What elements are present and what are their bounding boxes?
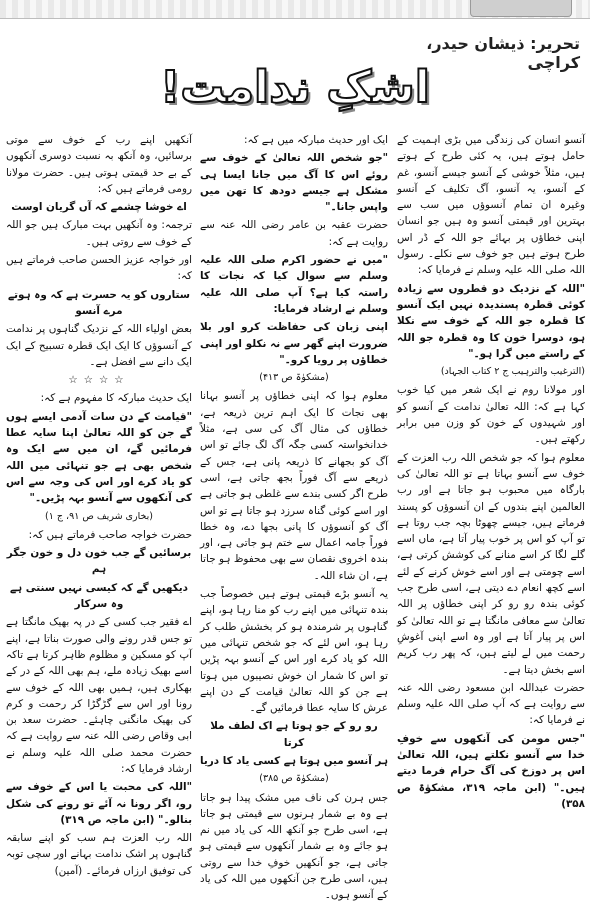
paragraph: اور خواجہ عزیز الحسن صاحب فرماتے ہیں کہ: [6, 254, 192, 283]
column-right [397, 132, 586, 810]
hadith-quote: اپنی زبان کی حفاظت کرو اور بلا ضرورت اپنے گھر سے نہ نکلو اور اپنی خطاؤں پر رویا کرو۔" [200, 321, 388, 366]
hadith-quote: "جس مومن کی آنکھوں سے خوفِ خدا سے آنسو نکلتے ہیں، اللہ تعالیٰ اس پر دوزخ کی آگ حرام فرما دیتے ہیں۔" (ابن ماجہ ۳۱۹، مشکوٰۃ ص ۳۵۸) [397, 732, 586, 810]
verse-line: اے خوشا چشمے کہ آں گریان اوست [11, 201, 187, 214]
hadith-quote: "اللہ کے نزدیک دو قطروں سے زیادہ کوئی قطرہ پسندیدہ نہیں ایک آنسو کا قطرہ جو اللہ کے خوف سے نکلا ہو، دوسرا خون کا وہ قطرہ جو اللہ کے راستے میں گرا ہو۔" [397, 282, 585, 360]
hadith-quote: "میں نے حضور اکرم صلی اللہ علیہ وسلم سے سوال کیا کہ نجات کا راستہ کیا ہے؟ آپ صلی اللہ علیہ وسلم نے ارشاد فرمایا: [200, 254, 388, 315]
paragraph: اللہ رب العزت ہم سب کو اپنے سابقہ گناہوں پر اشک ندامت بہانے اور سچی توبہ کی توفیق ارزاں فرمائے۔ (آمین) [6, 832, 192, 877]
paragraph: ایک اور حدیث مبارکہ میں ہے کہ: [243, 134, 388, 146]
paragraph: ترجمہ: وہ آنکھیں بہت مبارک ہیں جو اللہ کے خوف سے روتی ہیں۔ [6, 219, 192, 248]
reference: (مشکوٰۃ ص ۳۸۵) [259, 773, 329, 785]
reference: (مشکوٰۃ ص ۴۱۳) [259, 372, 329, 384]
hadith-quote: "قیامت کے دن سات آدمی ایسے ہوں گے جن کو اللہ تعالیٰ اپنا سایہ عطا فرمائیں گے، ان میں سے ایک وہ شخص بھی ہے جو تنہائی میں اللہ کو یاد کرے اور اس کی وجہ سے اس کی آنکھوں سے آنسو بہہ پڑیں۔" [6, 410, 192, 505]
paragraph: حضرت خواجہ صاحب فرماتے ہیں کہ: [28, 528, 192, 541]
verse-line: ستاروں کو یہ حسرت ہے کہ وہ ہوتے مرے آنسو [8, 288, 190, 317]
verse-line: دیکھیں گے کہ کیسی نہیں سنتی ہے وہ سرکار [9, 581, 189, 611]
column-middle [200, 132, 388, 902]
verse-line: برسائیں گے جب خون دل و خون جگر ہم [6, 547, 192, 576]
paragraph: ایک حدیث مبارکہ کا مفہوم ہے کہ: [40, 392, 192, 405]
paragraph: بعض اولیاء اللہ کے نزدیک گناہوں پر ندامت کے آنسوؤں کا ایک ایک قطرہ تسبیح کے ایک ایک دانے سے افضل ہے۔ [6, 323, 192, 368]
paragraph: آنکھیں اپنے رب کے خوف سے موتی برسائیں، وہ آنکھ بہ نسبت دوسری آنکھوں کے بے حد قیمتی ہوتی ہیں۔ حضرت مولانا رومی فرماتے ہیں کہ: [6, 134, 192, 195]
header-badge [470, 0, 572, 17]
hadith-quote: "جو شخص اللہ تعالیٰ کے خوف سے روئے اس کا آگ میں جانا ایسا ہی مشکل ہے جیسے دودھ کا تھن میں واپس جانا۔" [200, 152, 388, 214]
paragraph: معلوم ہوا کہ جو شخص اللہ رب العزت کے خوف سے آنسو بہاتا ہے تو اللہ تعالیٰ کی بارگاہ میں محبوب ہو جاتا ہے اور رب العالمین اپنے بندوں کے ان آنسوؤں کو پسند فرماتے ہیں، جیسے چھوٹا بچہ جب روتا ہے تو آپ کو اس پر خوب پیار آتا ہے، ماں اسے گلے لگا کر اسے منانے کی کوشش کرتی ہے، اسے چومتی ہے اور اسے خوش کرنے کے لئے اسے کچھ انعام دے دیتی ہے، اسی طرح جب کوئی بندہ رو رو کر اپنی خطاؤں پر اللہ تعالیٰ سے معافی مانگتا ہے تو اللہ تعالیٰ کو اس پر پیار آتا ہے اور وہ اسے اپنی آغوشِ رحمت میں لے لیتے ہیں، کہ پھر رب کریم اسے بخش دیتا ہے۔ [397, 451, 585, 676]
paragraph: حضرت عبداللہ ابن مسعود رضی اللہ عنہ سے روایت ہے کہ آپ صلی اللہ علیہ وسلم نے فرمایا کہ: [397, 681, 585, 727]
paragraph: یہ آنسو بڑے قیمتی ہوتے ہیں خصوصاً جب بندہ تنہائی میں اپنے رب کو منا رہا ہو، اپنے گناہوں پر شرمندہ ہو کر بخشش طلب کر رہا ہو، اس لئے کہ جو شخص تنہائی میں اللہ کو یاد کرے اور اس کے آنسو بہہ پڑیں تو اس کا شمار ان خوش نصیبوں میں ہوتا ہے جن کو اللہ تعالیٰ قیامت کے دن اپنے عرش کا سایہ عطا فرمائیں گے۔ [200, 588, 388, 715]
separator: ☆☆☆☆ [68, 374, 130, 387]
paragraph: اور مولانا روم نے ایک شعر میں کیا خوب کہا ہے کہ: اللہ تعالیٰ ندامت کے آنسو کو اور شہیدوں کے خون کو وزن میں برابر رکھتے ہیں۔ [397, 384, 585, 446]
paragraph: جس ہرن کی ناف میں مشک پیدا ہو جاتا ہے وہ بے شمار ہرنوں سے قیمتی ہو جاتا ہے، اسی طرح جو آنکھ اللہ کی یاد میں نم ہو جائے وہ بے شمار آنکھوں سے قیمتی ہو جاتی ہے، جو آنکھیں خوفِ خدا سے روتی ہیں، اسی طرح جن آنکھوں میں اللہ کی یاد کے آنسو ہوں۔ [200, 791, 388, 902]
column-left [6, 132, 192, 877]
verse-line: ہر آنسو میں ہوتا ہے کسی یاد کا دریا [200, 754, 388, 767]
hadith-quote: "اللہ کی محبت یا اس کے خوف سے رو، اگر رونا نہ آئے تو رونے کی شکل بنالو۔" (ابن ماجہ ص ۳۱۹) [6, 781, 192, 826]
reference: (الترغیب والترہیب ج ۲ کتاب الجہاد) [440, 366, 585, 378]
paragraph: حضرت عقبہ بن عامر رضی اللہ عنہ سے روایت ہے کہ: [200, 219, 388, 248]
verse-line: رو رو کے جو ہوتا ہے اک لطف ملا کرتا [210, 720, 378, 749]
article-title: اشکِ ندامت! [160, 62, 430, 113]
paragraph: آنسو انسان کی زندگی میں بڑی اہمیت کے حامل ہوتے ہیں، یہ کئی طرح کے ہوتے ہیں، مثلاً خوشی کے آنسو جیسے آنسو، غم کے آنسو، یہ آنسو، آگ تکلیف کے آنسو وغیرہ ان تمام آنسوؤں میں سب سے بہترین اور قیمتی آنسو وہ ہیں جو انسان اپنی خطاؤں پر بہائے جو اللہ کے ڈر اس طرح ہوتے ہیں جو خوف سے نکلے۔ رسول اللہ صلی اللہ علیہ وسلم نے فرمایا کہ: [397, 134, 585, 277]
paragraph: اے فقیر جب کسی کے در پہ بھیک مانگتا ہے تو جس قدر رونے والی صورت بناتا ہے، اپنے آپ کو مسکین و مظلوم ظاہر کرتا ہے تاکہ اسے بھیک زیادہ ملے، ہم بھی اللہ کے در کے بھکاری ہیں، ہمیں بھی اللہ کے خوف سے رونا اور اس سے گڑگڑا کر رحمت و کرم کی بھیک مانگنی چاہئے۔ حضرت سعد بن ابی وقاص رضی اللہ عنہ سے روایت ہے کہ حضرت محمد صلی اللہ علیہ وسلم نے ارشاد فرمایا کہ: [6, 616, 192, 775]
paragraph: معلوم ہوا کہ اپنی خطاؤں پر آنسو بہانا بھی نجات کا ایک اہم ترین ذریعہ ہے، خطاؤں کی مثال آگ کی سی ہے، مثلاً خدانخواستہ کسی جگہ آگ لگ جائے تو اس آگ کو بجھانے کا ذریعہ پانی ہے، جس کے ذریعے سے آگ فوراً بجھ جاتی ہے، اسی طرح اگر کسی بندے سے غلطی ہو جاتی ہے اور اسے کوئی گناہ سرزد ہو جاتا ہے تو اس آگ کو آنسوؤں کا پانی بجھا دے، وہ خطا فوراً جامہ اعمال سے ختم ہو جاتی ہے، اور بندہ اخروی نقصان سے بھی محفوظ ہو جاتا ہے، ان شاء اللہ۔ [200, 390, 388, 582]
byline: تحریر: ذیشان حیدر، کراچی [426, 34, 580, 72]
reference: (بخاری شریف ص ۹۱، ج ۱) [45, 510, 153, 522]
